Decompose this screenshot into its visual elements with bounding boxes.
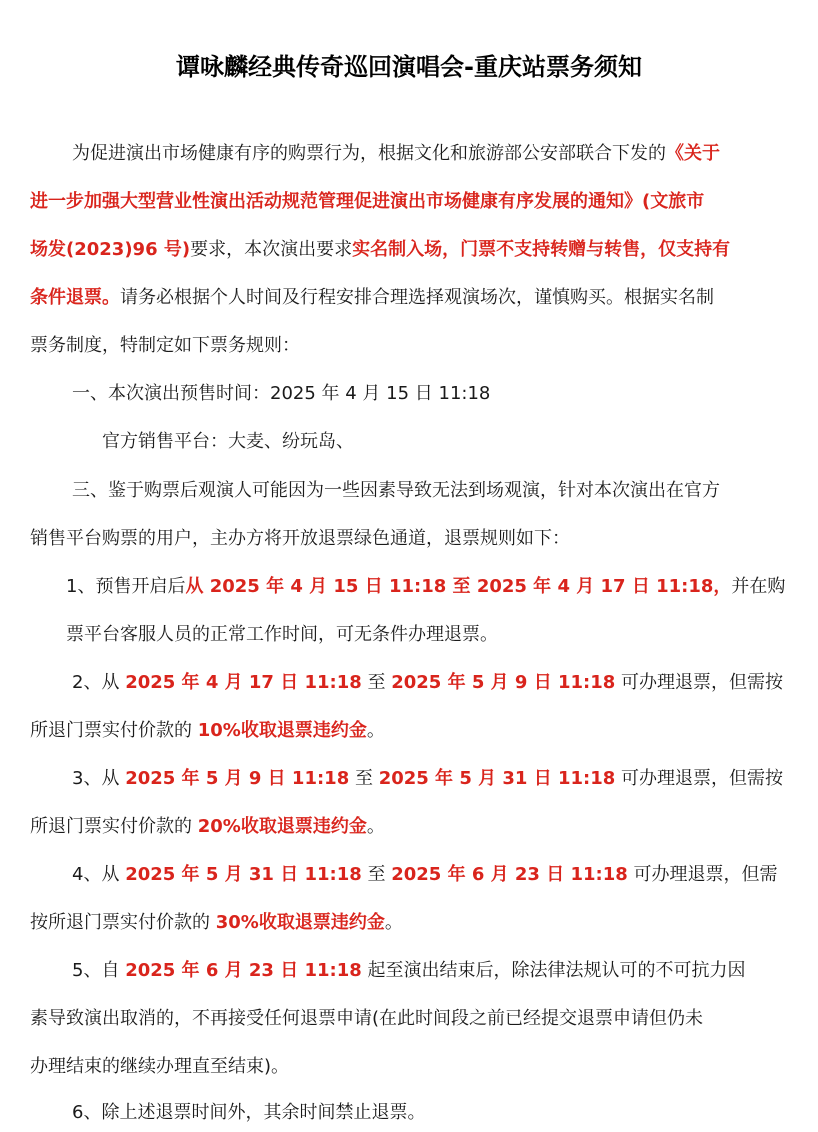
rule-2-line-2 bbox=[30, 718, 385, 744]
realname-highlight: 实名制入场，门票不支持转赠与转售，仅支持有 bbox=[352, 239, 731, 260]
page-title: 谭咏麟经典传奇巡回演唱会-重庆站票务须知 bbox=[176, 53, 642, 81]
conditional-refund-highlight: 条件退票。 bbox=[30, 287, 120, 308]
rule-5-line-3: 办理结束的继续办理直至结束)。 bbox=[30, 1056, 290, 1077]
rule-3-line-2 bbox=[30, 814, 385, 840]
rule-date-highlight: 2025 年 6 月 23 日 11:18 bbox=[125, 960, 362, 981]
rule-text: 。 bbox=[366, 816, 385, 837]
rule-6: 6、除上述退票时间外，其余时间禁止退票。 bbox=[72, 1102, 426, 1123]
penalty-highlight: 20%收取退票违约金 bbox=[197, 816, 367, 837]
sales-platform: 官方销售平台：大麦、纷玩岛、 bbox=[102, 431, 354, 452]
section3-line-1: 三、鉴于购票后观演人可能因为一些因素导致无法到场观演，针对本次演出在官方 bbox=[72, 480, 720, 501]
rule-text: 3、从 bbox=[72, 768, 126, 789]
rule-date-highlight: 2025 年 5 月 31 日 11:18 bbox=[378, 768, 616, 789]
rule-text: 2、从 bbox=[72, 672, 126, 693]
rule-4-line-2 bbox=[30, 910, 403, 936]
rule-3-line-1 bbox=[72, 766, 783, 792]
rule-4-line-1 bbox=[72, 862, 778, 888]
notice-number-highlight: 场发(2023)96 号) bbox=[30, 239, 191, 260]
rule-5-line-2: 素导致演出取消的，不再接受任何退票申请(在此时间段之前已经提交退票申请但仍未 bbox=[30, 1008, 704, 1029]
rule-text: 按所退门票实付价款的 bbox=[30, 912, 216, 933]
rule-text: 可办理退票，但需 bbox=[627, 864, 778, 885]
rule-1-line-2: 票平台客服人员的正常工作时间，可无条件办理退票。 bbox=[66, 624, 498, 645]
rule-date-highlight: 2025 年 5 月 31 日 11:18 bbox=[125, 864, 362, 885]
penalty-highlight: 30%收取退票违约金 bbox=[215, 912, 385, 933]
rule-5-line-1 bbox=[72, 958, 746, 984]
rule-2-line-1 bbox=[72, 670, 783, 696]
rule-period-highlight: 从 2025 年 4 月 15 日 11:18 至 2025 年 4 月 17 日 11:18， bbox=[185, 576, 732, 597]
notice-title-highlight: 进一步加强大型营业性演出活动规范管理促进演出市场健康有序发展的通知》(文旅市 bbox=[30, 191, 705, 212]
presale-time: 一、本次演出预售时间：2025 年 4 月 15 日 11:18 bbox=[72, 383, 491, 404]
rule-text: 至 bbox=[361, 864, 392, 885]
rule-text: 所退门票实付价款的 bbox=[30, 816, 198, 837]
intro-line-5 bbox=[30, 333, 300, 359]
rule-text: 。 bbox=[366, 720, 385, 741]
rule-text: 1、预售开启后 bbox=[66, 576, 186, 597]
intro-line-1 bbox=[72, 141, 720, 167]
intro-text: 票务制度，特制定如下票务规则： bbox=[30, 335, 300, 356]
intro-line-4 bbox=[30, 285, 714, 311]
rule-1-line-1 bbox=[66, 574, 785, 600]
rule-text: 5、自 bbox=[72, 960, 126, 981]
rule-text: 可办理退票，但需按 bbox=[615, 768, 783, 789]
rule-text: 。 bbox=[384, 912, 403, 933]
notice-title-highlight: 《关于 bbox=[666, 143, 720, 164]
intro-line-3 bbox=[30, 237, 730, 263]
rule-date-highlight: 2025 年 4 月 17 日 11:18 bbox=[125, 672, 362, 693]
intro-line-2 bbox=[30, 189, 704, 215]
section3-line-2: 销售平台购票的用户，主办方将开放退票绿色通道，退票规则如下： bbox=[30, 528, 570, 549]
intro-text: 请务必根据个人时间及行程安排合理选择观演场次，谨慎购买。根据实名制 bbox=[120, 287, 714, 308]
rule-date-highlight: 2025 年 5 月 9 日 11:18 bbox=[391, 672, 616, 693]
rule-text: 所退门票实付价款的 bbox=[30, 720, 198, 741]
intro-text: 要求，本次演出要求 bbox=[190, 239, 353, 260]
rule-text: 4、从 bbox=[72, 864, 126, 885]
rule-text: 至 bbox=[361, 672, 392, 693]
rule-text: 可办理退票，但需按 bbox=[615, 672, 783, 693]
intro-text: 为促进演出市场健康有序的购票行为，根据文化和旅游部公安部联合下发的 bbox=[72, 143, 666, 164]
rule-text: 起至演出结束后，除法律法规认可的不可抗力因 bbox=[361, 960, 746, 981]
rule-text: 并在购 bbox=[731, 576, 786, 597]
rule-date-highlight: 2025 年 6 月 23 日 11:18 bbox=[391, 864, 628, 885]
penalty-highlight: 10%收取退票违约金 bbox=[197, 720, 367, 741]
rule-date-highlight: 2025 年 5 月 9 日 11:18 bbox=[125, 768, 350, 789]
rule-text: 至 bbox=[349, 768, 379, 789]
